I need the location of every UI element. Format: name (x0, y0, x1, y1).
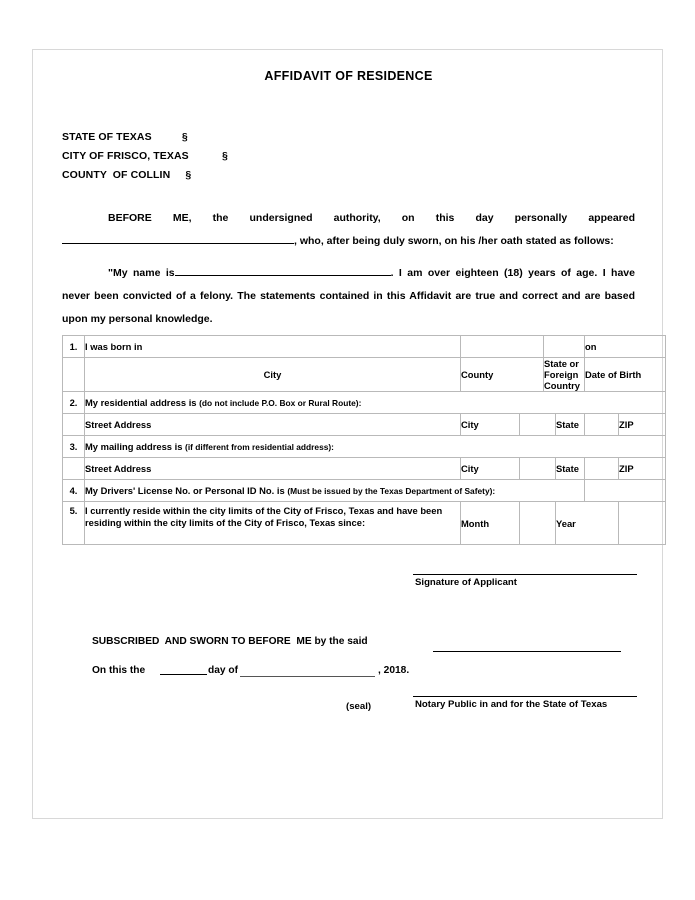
item-1-state-input[interactable] (544, 336, 585, 358)
item-3-city-input[interactable] (520, 458, 556, 480)
document-page (32, 49, 663, 819)
affiant-name-signature-line[interactable] (433, 651, 621, 652)
item-3-street-label[interactable]: Street Address (85, 458, 461, 480)
item-1-on-label: on (585, 336, 666, 358)
affiant-name-blank[interactable] (62, 232, 294, 244)
item-3-city-label: City (461, 458, 520, 480)
item-5-prompt: I currently reside within the city limits of the City of Frisco, Texas and have been residing within the city limits of the City of Frisco, Texas since: (85, 502, 461, 545)
table-row (63, 358, 666, 392)
item-5-month-input[interactable] (520, 502, 556, 545)
item-3-prompt-main: My mailing address is (85, 441, 183, 452)
page-title: AFFIDAVIT OF RESIDENCE (264, 69, 433, 83)
applicant-signature-label: Signature of Applicant (415, 577, 517, 588)
item-3-zip-label: ZIP (619, 458, 666, 480)
table-row (63, 336, 666, 358)
year-text: , 2018. (378, 665, 410, 676)
item-1-number: 1. (63, 336, 85, 358)
item-2-prompt-main: My residential address is (85, 397, 197, 408)
item-3-state-label: State (556, 458, 585, 480)
venue-county: COUNTY OF COLLIN § (62, 169, 192, 181)
notary-signature-line[interactable] (413, 696, 637, 697)
item-2-zip-label: ZIP (619, 414, 666, 436)
item-4-prompt-note: (Must be issued by the Texas Department of Safety): (287, 486, 496, 496)
item-5-month-label: Month (461, 502, 520, 545)
item-1-county-input[interactable] (461, 336, 544, 358)
table-row (63, 392, 666, 414)
item-2-state-input[interactable] (585, 414, 619, 436)
table-row (63, 458, 666, 480)
item-2-street-label[interactable]: Street Address (85, 414, 461, 436)
item-2-city-label: City (461, 414, 520, 436)
item-2-prompt (85, 392, 666, 414)
table-row (63, 414, 666, 436)
my-name-is-tail: . I am over eighteen (18) years of age. I have never been convicted of a felony. The statements contained in this Affidavit are true and correct and are based upon my personal knowledge. (62, 267, 635, 325)
table-row (63, 436, 666, 458)
day-of-label: day of (208, 665, 239, 676)
my-name-is-lead: "My name is (108, 267, 175, 279)
item-2-state-label: State (556, 414, 585, 436)
seal-label: (seal) (346, 701, 372, 712)
notary-signature-label: Notary Public in and for the State of Texas (415, 699, 608, 710)
before-me-lead: BEFORE ME, the undersigned authority, on this day personally appeared (108, 212, 635, 224)
subscribed-sworn-text: SUBSCRIBED AND SWORN TO BEFORE ME by the said (92, 636, 368, 647)
item-4-prompt (85, 480, 585, 502)
table-row (63, 502, 666, 545)
affidavit-form-table (62, 335, 666, 545)
spacer-cell (63, 414, 85, 436)
item-3-prompt-note: (if different from residential address): (185, 442, 334, 452)
item-3-state-input[interactable] (585, 458, 619, 480)
item-3-prompt (85, 436, 666, 458)
item-4-prompt-main: My Drivers' License No. or Personal ID No. is (85, 485, 285, 496)
item-3-number: 3. (63, 436, 85, 458)
venue-city: CITY OF FRISCO, TEXAS § (62, 150, 228, 162)
on-this-the-label: On this the (92, 665, 146, 676)
item-2-number: 2. (63, 392, 85, 414)
item-2-prompt-note: (do not include P.O. Box or Rural Route): (199, 398, 362, 408)
spacer-cell (63, 358, 85, 392)
item-5-number: 5. (63, 502, 85, 545)
item-2-city-input[interactable] (520, 414, 556, 436)
paragraph-my-name-is (62, 262, 635, 331)
item-1-header-state: State or Foreign Country (544, 358, 585, 392)
day-blank[interactable] (160, 674, 207, 675)
my-name-blank[interactable] (175, 264, 391, 276)
venue-state: STATE OF TEXAS § (62, 131, 188, 143)
item-1-header-county: County (461, 358, 544, 392)
applicant-signature-line[interactable] (413, 574, 637, 575)
item-1-header-city: City (85, 358, 461, 392)
document-content (62, 50, 642, 818)
item-1-prompt[interactable]: I was born in (85, 336, 461, 358)
item-1-header-dob: Date of Birth (585, 358, 666, 392)
spacer-cell (63, 458, 85, 480)
item-5-year-label: Year (556, 502, 619, 545)
month-blank[interactable] (240, 676, 375, 677)
item-5-year-input[interactable] (619, 502, 666, 545)
item-4-license-input[interactable] (585, 480, 666, 502)
before-me-tail: , who, after being duly sworn, on his /her oath stated as follows: (294, 235, 614, 247)
item-4-number: 4. (63, 480, 85, 502)
paragraph-before-me (62, 207, 635, 253)
table-row (63, 480, 666, 502)
